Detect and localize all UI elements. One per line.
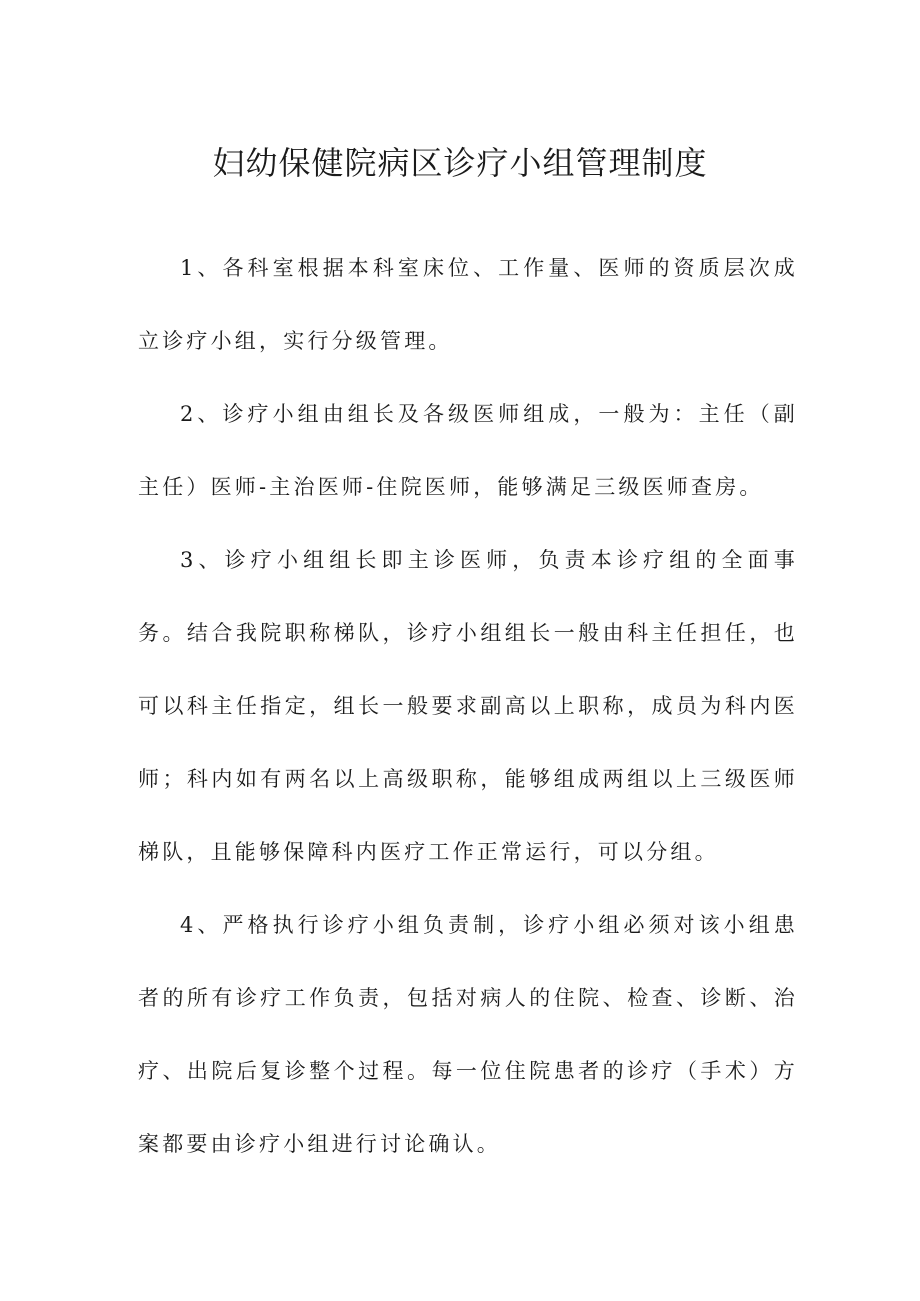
paragraph-4: 4、严格执行诊疗小组负责制，诊疗小组必须对该小组患者的所有诊疗工作负责，包括对病人的住院、检查、诊断、治疗、出院后复诊整个过程。每一位住院患者的诊疗（手术）方案都要由诊疗小组进行讨论确认。 (138, 913, 798, 1156)
document-title: 妇幼保健院病区诊疗小组管理制度 (212, 144, 708, 182)
paragraph-1: 1、各科室根据本科室床位、工作量、医师的资质层次成立诊疗小组，实行分级管理。 (138, 256, 798, 353)
document-body (138, 232, 798, 1181)
paragraph-3: 3、诊疗小组组长即主诊医师，负责本诊疗组的全面事务。结合我院职称梯队，诊疗小组组长一般由科主任担任，也可以科主任指定，组长一般要求副高以上职称，成员为科内医师；科内如有两名以上高级职称，能够组成两组以上三级医师梯队，且能够保障科内医疗工作正常运行，可以分组。 (138, 548, 798, 864)
paragraph-2: 2、诊疗小组由组长及各级医师组成，一般为：主任（副主任）医师-主治医师-住院医师，能够满足三级医师查房。 (138, 402, 798, 499)
